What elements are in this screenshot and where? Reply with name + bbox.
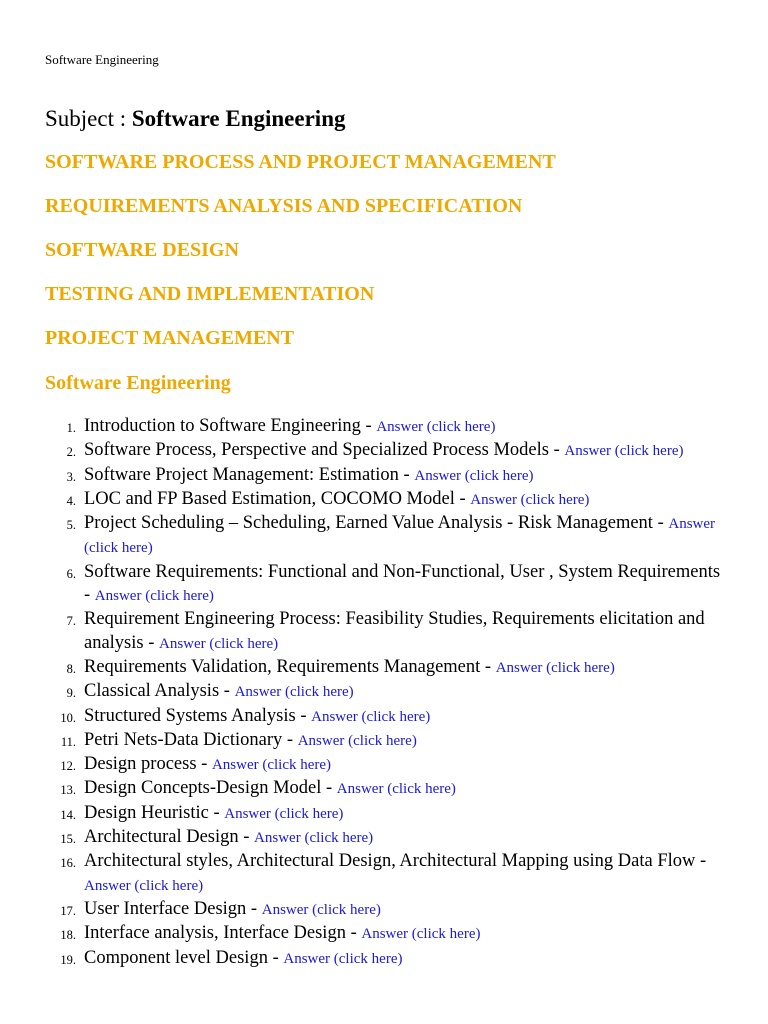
answer-link[interactable]: Answer (click here) bbox=[495, 659, 615, 676]
section-software-design: SOFTWARE DESIGN bbox=[45, 239, 239, 261]
section-software-engineering: Software Engineering bbox=[45, 372, 231, 394]
list-item-text: Interface analysis, Interface Design - bbox=[84, 923, 362, 944]
list-item-text: Software Process, Perspective and Specialized Process Models - bbox=[84, 440, 565, 461]
list-item bbox=[0, 608, 730, 656]
list-item-text: Introduction to Software Engineering - bbox=[84, 416, 377, 436]
list-item bbox=[0, 464, 730, 488]
list-item-number: 13. bbox=[60, 783, 76, 798]
subject-label: Subject : bbox=[45, 106, 132, 131]
list-item bbox=[0, 777, 730, 801]
list-item bbox=[0, 850, 730, 898]
list-item-text: LOC and FP Based Estimation, COCOMO Model - bbox=[84, 488, 471, 509]
list-item-text: Requirements Validation, Requirements Management - bbox=[84, 656, 496, 677]
list-item-text: Architectural Design - bbox=[84, 827, 255, 848]
list-item-text: Design process - bbox=[84, 754, 212, 775]
list-item-number: 11. bbox=[60, 734, 76, 749]
list-item bbox=[0, 826, 730, 850]
list-item-number: 14. bbox=[60, 807, 76, 822]
answer-link[interactable]: Answer (click here) bbox=[376, 419, 496, 435]
list-item-text: User Interface Design - bbox=[84, 898, 262, 919]
answer-link[interactable]: Answer (click here) bbox=[94, 588, 214, 605]
list-item-text: Petri Nets-Data Dictionary - bbox=[84, 729, 298, 750]
list-item-number: 17. bbox=[60, 903, 76, 918]
list-item-number: 1. bbox=[66, 421, 76, 435]
answer-link[interactable]: Answer (click here) bbox=[84, 516, 716, 557]
list-item-number: 12. bbox=[60, 759, 76, 774]
answer-link[interactable]: Answer (click here) bbox=[159, 635, 279, 652]
list-item-number: 2. bbox=[66, 445, 76, 460]
answer-link[interactable]: Answer (click here) bbox=[224, 805, 344, 822]
section-software-process: SOFTWARE PROCESS AND PROJECT MANAGEMENT bbox=[45, 151, 556, 173]
list-item-text: Requirement Engineering Process: Feasibility Studies, Requirements elicitation and analysis - bbox=[84, 609, 705, 653]
list-item-number: 8. bbox=[66, 661, 76, 676]
list-item bbox=[0, 512, 730, 561]
section-requirements: REQUIREMENTS ANALYSIS AND SPECIFICATION bbox=[45, 195, 523, 217]
list-item bbox=[0, 488, 730, 512]
answer-link[interactable]: Answer (click here) bbox=[414, 467, 534, 484]
list-item-number: 10. bbox=[60, 710, 76, 725]
list-item-number: 4. bbox=[66, 493, 76, 508]
list-item-number: 3. bbox=[66, 469, 76, 484]
list-item bbox=[0, 439, 730, 463]
section-project-management: PROJECT MANAGEMENT bbox=[45, 327, 295, 349]
section-testing: TESTING AND IMPLEMENTATION bbox=[45, 283, 375, 305]
answer-link[interactable]: Answer (click here) bbox=[470, 491, 590, 508]
answer-link[interactable]: Answer (click here) bbox=[84, 877, 204, 894]
subject-value: Software Engineering bbox=[131, 106, 346, 131]
list-item-number: 6. bbox=[66, 566, 76, 581]
list-item bbox=[0, 802, 730, 826]
list-item-text: Structured Systems Analysis - bbox=[84, 705, 312, 726]
list-item-text: Design Heuristic - bbox=[84, 802, 225, 823]
answer-link[interactable]: Answer (click here) bbox=[564, 443, 684, 460]
list-item-number: 7. bbox=[66, 614, 76, 629]
list-item-number: 15. bbox=[60, 832, 76, 847]
list-item-number: 9. bbox=[66, 686, 76, 701]
list-item bbox=[0, 729, 730, 753]
answer-link[interactable]: Answer (click here) bbox=[234, 684, 354, 701]
answer-link[interactable]: Answer (click here) bbox=[361, 926, 481, 943]
answer-link[interactable]: Answer (click here) bbox=[211, 757, 332, 774]
list-item bbox=[0, 922, 730, 946]
list-item-text: Design Concepts-Design Model - bbox=[84, 778, 337, 799]
list-item-number: 18. bbox=[60, 928, 76, 943]
list-item bbox=[0, 705, 730, 729]
list-item bbox=[0, 898, 730, 922]
answer-link[interactable]: Answer (click here) bbox=[254, 830, 374, 847]
list-item-text: Project Scheduling – Scheduling, Earned Value Analysis - Risk Management - bbox=[84, 513, 669, 534]
page-header: Software Engineering bbox=[45, 52, 159, 67]
list-item-text: Classical Analysis - bbox=[84, 681, 235, 702]
list-item bbox=[0, 561, 730, 609]
list-item-number: 16. bbox=[60, 856, 76, 871]
list-item bbox=[0, 947, 730, 971]
list-item bbox=[0, 753, 730, 777]
answer-link[interactable]: Answer (click here) bbox=[311, 708, 431, 725]
answer-link[interactable]: Answer (click here) bbox=[283, 950, 403, 967]
list-item bbox=[0, 656, 730, 680]
answer-link[interactable]: Answer (click here) bbox=[261, 901, 381, 918]
list-item bbox=[0, 680, 730, 704]
list-item-number: 19. bbox=[60, 952, 76, 967]
topic-list bbox=[0, 415, 730, 971]
list-item-text: Software Project Management: Estimation - bbox=[84, 464, 415, 485]
list-item-number: 5. bbox=[66, 518, 76, 533]
list-item bbox=[0, 415, 730, 439]
answer-link[interactable]: Answer (click here) bbox=[336, 781, 456, 798]
list-item-text: Software Requirements: Functional and Non-Functional, User , System Requirements - bbox=[84, 561, 721, 606]
answer-link[interactable]: Answer (click here) bbox=[297, 732, 417, 749]
list-item-text: Architectural styles, Architectural Design, Architectural Mapping using Data Flow - bbox=[84, 851, 707, 872]
list-item-text: Component level Design - bbox=[84, 947, 284, 968]
subject-line bbox=[45, 106, 345, 132]
